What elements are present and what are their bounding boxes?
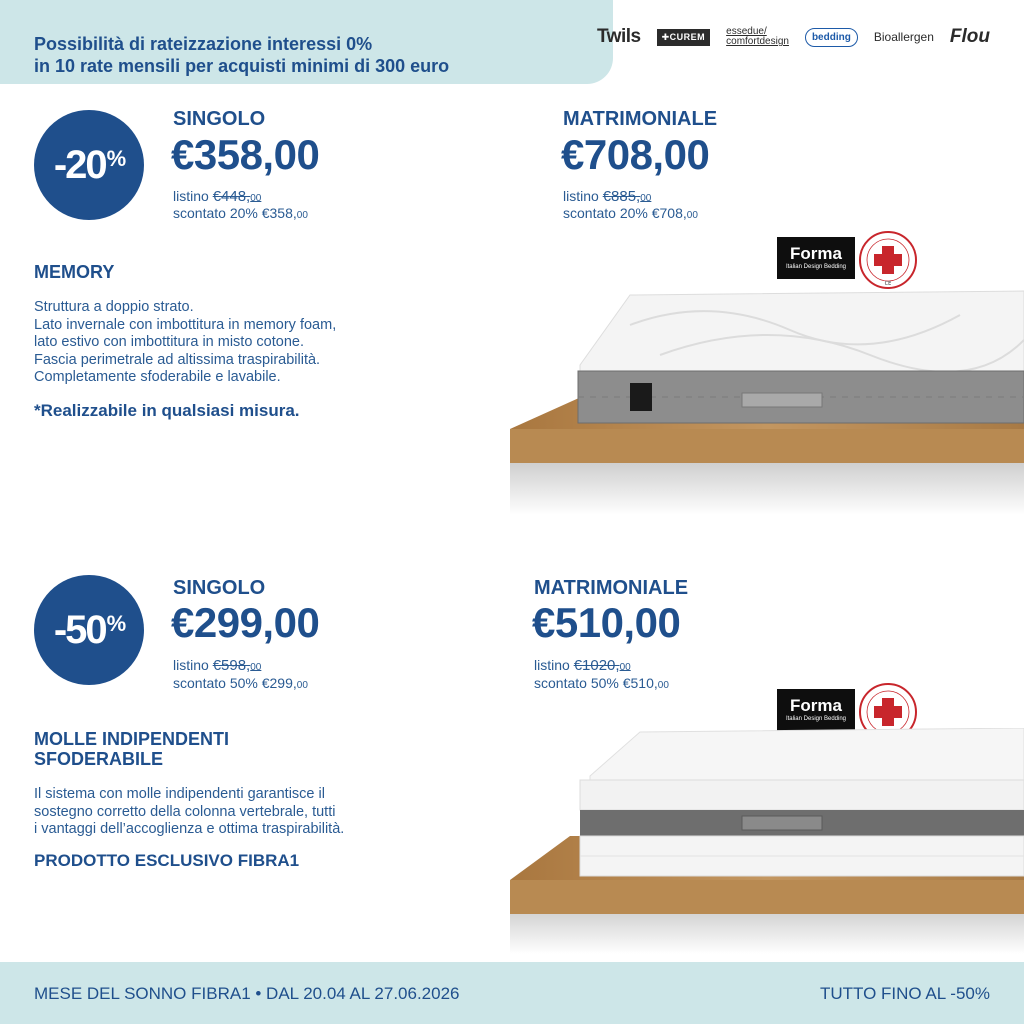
ce-mark: CE: [884, 281, 892, 287]
list-price-struck: [213, 657, 262, 674]
desc-line: Completamente sfoderabile e lavabile.: [34, 369, 281, 385]
essedue-logo: [726, 27, 789, 47]
list-price-value: €448,: [212, 188, 251, 205]
memory-mattress-image: [510, 285, 1024, 515]
single-list-price: [173, 188, 261, 205]
bioallergen-logo: Bioallergen: [873, 30, 934, 44]
product-description-memory: [34, 299, 336, 387]
single-size-label: SINGOLO: [173, 577, 266, 599]
essedue-sub: comfortdesign: [726, 36, 789, 47]
product-title-memory: MEMORY: [34, 262, 115, 282]
exclusive-product-note: PRODOTTO ESCLUSIVO FIBRA1: [34, 851, 300, 870]
list-price-cents: 00: [640, 193, 652, 204]
desc-line: sostegno corretto della colonna vertebrale, tutti: [34, 803, 336, 820]
product-title-springs: [34, 729, 229, 769]
medical-device-icon: [858, 230, 918, 290]
desc-line: Il sistema con molle indipendenti garantisce il: [34, 786, 325, 802]
essedue-name: essedue/: [726, 26, 767, 37]
list-price-value: €885,: [602, 188, 641, 205]
promo-max-discount: TUTTO FINO AL -50%: [819, 984, 990, 1003]
bedding-logo: bedding: [805, 28, 858, 47]
promo-dates: MESE DEL SONNO FIBRA1 • DAL 20.04 AL 27.06.2026: [34, 984, 460, 1003]
discounted-text: scontato 50% €510,: [534, 675, 658, 691]
discount-percent: %: [106, 611, 125, 636]
custom-size-note: *Realizzabile in qualsiasi misura.: [34, 401, 300, 420]
financing-line-1: Possibilità di rateizzazione interessi 0%: [34, 34, 373, 54]
list-price-cents: 00: [250, 662, 262, 673]
forma-sub: Italian Design Bedding: [785, 264, 847, 270]
product-description-springs: [34, 786, 344, 839]
single-price: €299,00: [171, 599, 320, 646]
double-size-label: MATRIMONIALE: [563, 108, 718, 130]
double-price: €510,00: [532, 599, 681, 646]
double-price: €708,00: [561, 131, 710, 178]
list-price-cents: 00: [250, 193, 262, 204]
list-price-value: €598,: [212, 657, 251, 674]
double-discounted-price: [563, 205, 698, 221]
single-size-label: SINGOLO: [173, 108, 266, 130]
double-discounted-price: [534, 675, 669, 691]
single-discounted-price: [173, 675, 308, 691]
forma-name: Forma: [790, 696, 842, 715]
double-list-price: [563, 188, 651, 205]
single-list-price: [173, 657, 261, 674]
list-price-struck: [603, 188, 652, 205]
discounted-cents: 00: [686, 210, 698, 221]
twils-logo: Twils: [596, 26, 641, 47]
curem-logo: ✚CUREM: [657, 29, 711, 46]
list-price-struck: [213, 188, 262, 205]
forma-name: Forma: [790, 244, 842, 263]
forma-logo: [777, 237, 855, 279]
forma-sub: Italian Design Bedding: [785, 716, 847, 722]
single-discounted-price: [173, 205, 308, 221]
brand-logos: [597, 26, 990, 48]
flou-logo: Flou: [949, 26, 990, 47]
double-size-label: MATRIMONIALE: [534, 577, 689, 599]
financing-line-2: in 10 rate mensili per acquisti minimi di 300 euro: [34, 56, 450, 76]
desc-line: lato estivo con imbottitura in misto cotone.: [34, 334, 304, 350]
financing-banner: [0, 0, 613, 84]
springs-mattress-image: [510, 728, 1024, 958]
desc-line: i vantaggi dell’accoglienza e ottima traspirabilità.: [34, 821, 345, 837]
desc-line: Fascia perimetrale ad altissima traspirabilità.: [34, 351, 321, 368]
discounted-cents: 00: [657, 680, 669, 691]
title-line-2: SFODERABILE: [34, 749, 164, 769]
single-price: €358,00: [171, 131, 320, 178]
discounted-text: scontato 50% €299,: [173, 675, 297, 691]
list-prefix: listino: [173, 657, 213, 673]
list-prefix: listino: [173, 188, 213, 204]
list-prefix: listino: [563, 188, 603, 204]
discount-badge-20: [34, 110, 144, 220]
discounted-text: scontato 20% €358,: [173, 205, 297, 221]
title-line-1: MOLLE INDIPENDENTI: [34, 729, 230, 749]
discount-badge-50: [34, 575, 144, 685]
list-price-value: €1020,: [573, 657, 620, 674]
financing-text: [34, 33, 449, 77]
promo-footer: [0, 962, 1024, 1024]
list-prefix: listino: [534, 657, 574, 673]
list-price-cents: 00: [619, 662, 631, 673]
double-list-price: [534, 657, 631, 674]
desc-line: Lato invernale con imbottitura in memory foam,: [34, 316, 337, 333]
desc-line: Struttura a doppio strato.: [34, 299, 194, 315]
discount-percent: %: [106, 146, 125, 171]
forma-logo: [777, 689, 855, 731]
discount-value: -20: [53, 142, 106, 187]
list-price-struck: [574, 657, 631, 674]
discounted-cents: 00: [296, 210, 308, 221]
discount-value: -50: [53, 607, 106, 652]
discounted-text: scontato 20% €708,: [563, 205, 687, 221]
discounted-cents: 00: [296, 680, 308, 691]
